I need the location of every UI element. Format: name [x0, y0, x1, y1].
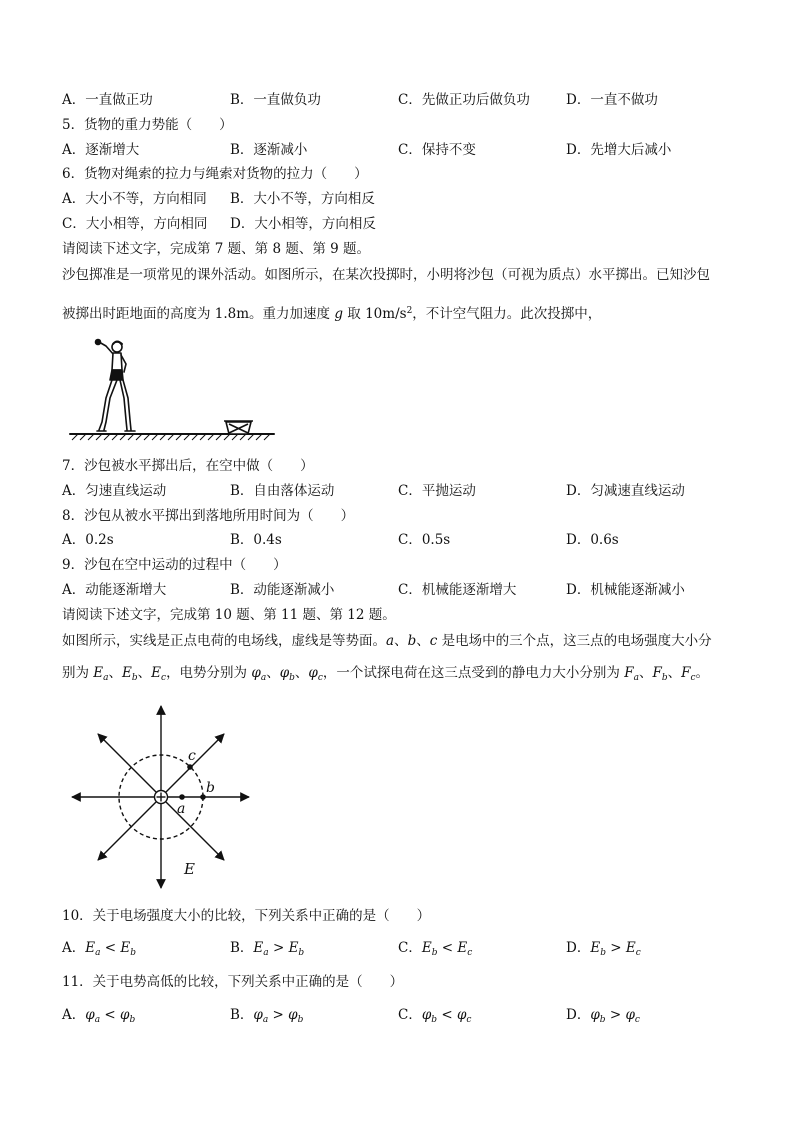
- label-E: E: [184, 860, 195, 878]
- q5-option-b: B．逐渐减小: [230, 142, 308, 158]
- q8-stem: 8．沙包从被水平掷出到落地所用时间为（ ）: [62, 508, 355, 524]
- q6-option-c: C．大小相等，方向相同: [62, 216, 208, 232]
- q7-options: [0, 482, 794, 500]
- q5-options: [0, 141, 794, 159]
- q11-option-a: A．$\varphi_a < \varphi_b$: [62, 1007, 136, 1025]
- q10-option-a: A．$E_a < E_b$: [62, 940, 137, 958]
- q7-option-b: B．自由落体运动: [230, 483, 335, 499]
- q6-options-row2: [0, 215, 794, 233]
- q10-options: [0, 939, 794, 957]
- reading1-para-line1: 沙包掷准是一项常见的课外活动。如图所示，在某次投掷时，小明将沙包（可视为质点）水平掷出。已知沙包: [62, 267, 710, 283]
- q7-stem: 7．沙包被水平掷出后，在空中做（ ）: [62, 458, 314, 474]
- q4-option-d: D．一直不做功: [566, 92, 658, 108]
- label-a: a: [177, 801, 186, 817]
- q11-option-d: D．$\varphi_b > \varphi_c$: [566, 1007, 640, 1025]
- q9-options: [0, 581, 794, 599]
- q9-option-d: D．机械能逐渐减小: [566, 582, 685, 598]
- q5-option-a: A．逐渐增大: [62, 142, 140, 158]
- q10-stem: 10．关于电场强度大小的比较，下列关系中正确的是（ ）: [62, 908, 431, 924]
- q11-stem: 11．关于电势高低的比较，下列关系中正确的是（ ）: [62, 974, 404, 990]
- label-b: b: [206, 780, 215, 796]
- q6-option-b: B．大小不等，方向相反: [230, 191, 375, 207]
- q11-option-c: C．$\varphi_b < \varphi_c$: [398, 1007, 472, 1025]
- reading1-intro: 请阅读下述文字，完成第 7 题、第 8 题、第 9 题。: [62, 241, 371, 257]
- q4-option-a: A．一直做正功: [62, 92, 153, 108]
- reading1-para-line2: 被掷出时距地面的高度为 1.8m。重力加速度 g 取 $10m/s^2$，不计空气阻力。此次投掷中，: [62, 306, 602, 322]
- q6-option-d: D．大小相等，方向相反: [230, 216, 376, 232]
- q9-option-b: B．动能逐渐减小: [230, 582, 335, 598]
- q4-options: [0, 91, 794, 109]
- point-c-dot: [187, 764, 193, 770]
- q7-option-d: D．匀减速直线运动: [566, 483, 685, 499]
- reading2-para-line1: 如图所示，实线是正点电荷的电场线，虚线是等势面。a、b、c 是电场中的三个点，这三点的电场强度大小分: [62, 633, 712, 649]
- q4-option-c: C．先做正功后做负功: [398, 92, 530, 108]
- q8-options: [0, 531, 794, 549]
- q8-option-b: B．0.4s: [230, 532, 282, 548]
- q6-option-a: A．大小不等，方向相同: [62, 191, 207, 207]
- label-c: c: [188, 748, 196, 764]
- q8-option-a: A．0.2s: [62, 532, 114, 548]
- thrower-figure: [66, 336, 278, 446]
- q11-options: [0, 1006, 794, 1024]
- point-b-dot: [200, 794, 206, 800]
- reading2-para-line2: 别为 $E_a$、$E_b$、$E_c$，电势分别为 $\varphi_a$、$\varphi_b$、$\varphi_c$，一个试探电荷在这三点受到的静电力大小分别为 $F_a$、$F_b$、$F_c$。: [62, 665, 710, 683]
- q5-option-d: D．先增大后减小: [566, 142, 672, 158]
- q7-option-a: A．匀速直线运动: [62, 483, 167, 499]
- q7-option-c: C．平抛运动: [398, 483, 476, 499]
- q5-stem: 5．货物的重力势能（ ）: [62, 117, 233, 133]
- q10-option-d: D．$E_b > E_c$: [566, 940, 641, 958]
- q5-option-c: C．保持不变: [398, 142, 476, 158]
- q8-option-c: C．0.5s: [398, 532, 451, 548]
- q8-option-d: D．0.6s: [566, 532, 619, 548]
- q9-option-c: C．机械能逐渐增大: [398, 582, 517, 598]
- q9-option-a: A．动能逐渐增大: [62, 582, 167, 598]
- q9-stem: 9．沙包在空中运动的过程中（ ）: [62, 557, 287, 573]
- q10-option-c: C．$E_b < E_c$: [398, 940, 473, 958]
- electric-field-figure: [64, 702, 258, 892]
- point-a-dot: [179, 794, 185, 800]
- q10-option-b: B．$E_a > E_b$: [230, 940, 305, 958]
- q4-option-b: B．一直做负功: [230, 92, 321, 108]
- q6-options-row1: [0, 190, 794, 208]
- q6-stem: 6．货物对绳索的拉力与绳索对货物的拉力（ ）: [62, 166, 368, 182]
- reading2-intro: 请阅读下述文字，完成第 10 题、第 11 题、第 12 题。: [62, 607, 396, 623]
- q11-option-b: B．$\varphi_a > \varphi_b$: [230, 1007, 304, 1025]
